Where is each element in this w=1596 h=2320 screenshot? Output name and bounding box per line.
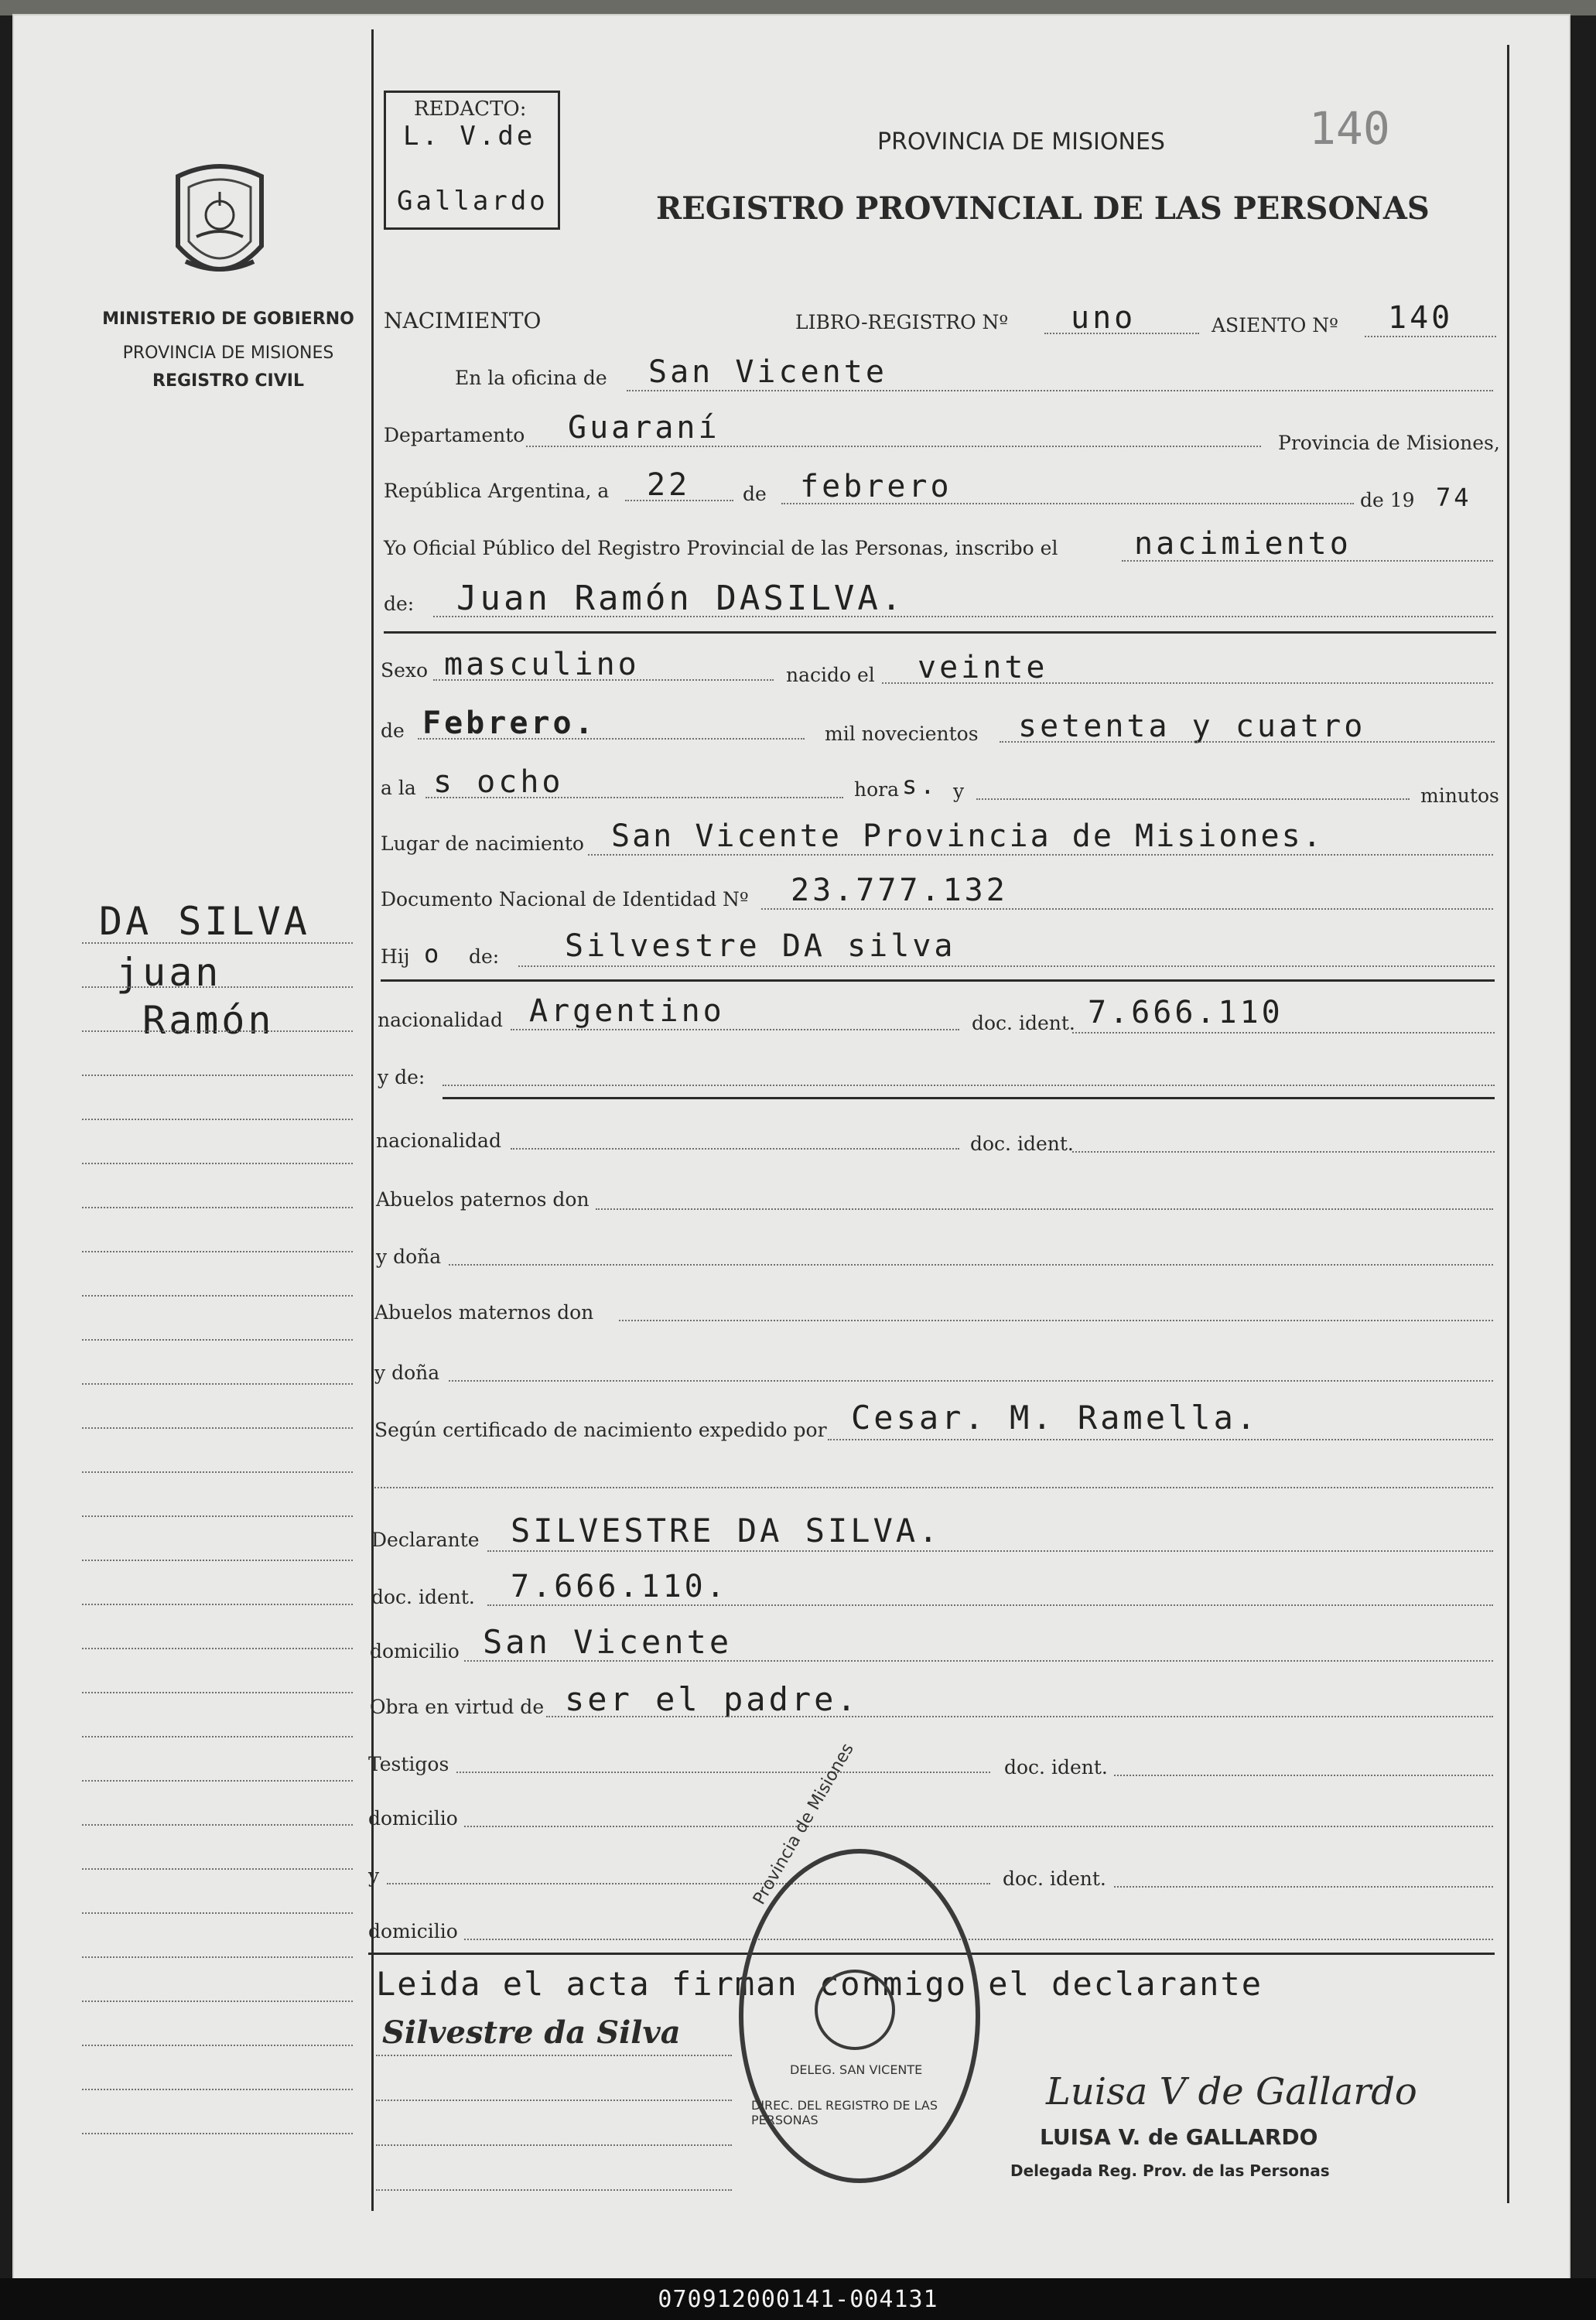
lugar-label: Lugar de nacimiento: [381, 832, 584, 855]
asiento-value: 140: [1388, 300, 1454, 336]
rule-after-padre: [381, 979, 1495, 982]
anio2-dots: [1000, 741, 1495, 743]
nacido-label: nacido el: [786, 664, 875, 686]
dni-dots: [761, 908, 1493, 910]
doc-ident-2-dots: [1072, 1151, 1495, 1153]
doc-decl-label: doc. ident.: [371, 1586, 475, 1608]
signature-rule-line: [376, 2144, 732, 2146]
nombre-dots: [433, 616, 1493, 617]
rule-after-yde: [443, 1097, 1495, 1099]
book-top-edge: [0, 0, 1596, 15]
inscribo-dots: [1122, 560, 1493, 562]
province-header: PROVINCIA DE MISIONES: [877, 128, 1165, 155]
obra-label: Obra en virtud de: [370, 1696, 545, 1718]
anio-prefix: de 19: [1360, 489, 1415, 511]
inscribo-value: nacimiento: [1134, 526, 1352, 562]
sexo-dots: [433, 679, 774, 681]
nombre-value: Juan Ramón DASILVA.: [456, 579, 905, 618]
abuelos-paternos-dots: [596, 1208, 1493, 1210]
redacto-box: [384, 91, 560, 230]
margin-rule-line: [82, 986, 353, 988]
margin-rule-line: [82, 1648, 353, 1649]
leida-text: Leida el acta firman conmigo el declarante: [376, 1965, 1263, 2003]
obra-value: ser el padre.: [565, 1680, 860, 1718]
horas-label: hora: [854, 778, 900, 801]
doc-decl-value: 7.666.110.: [511, 1569, 728, 1604]
ministry-line-2: PROVINCIA DE MISIONES: [122, 343, 334, 363]
padre-value: Silvestre DA silva: [565, 928, 956, 964]
margin-rule-line: [82, 1339, 353, 1341]
ministry-line-3: REGISTRO CIVIL: [152, 371, 304, 391]
oficina-dots: [627, 390, 1493, 391]
abuelos-maternos-dots: [619, 1320, 1493, 1321]
ala-label: a la: [381, 777, 416, 799]
y-label-1: y: [953, 780, 965, 802]
minutos-dots: [976, 798, 1410, 800]
y-de-dots: [443, 1085, 1495, 1086]
y-label-2: y: [368, 1864, 380, 1887]
margin-given-2: Ramón: [142, 998, 275, 1043]
nacido-dots: [882, 682, 1493, 684]
margin-rule-line: [82, 1736, 353, 1737]
margin-rule-line: [82, 1560, 353, 1561]
margin-rule-line: [82, 1075, 353, 1076]
asiento-dots: [1365, 336, 1496, 337]
margin-rule-line: [82, 2045, 353, 2046]
nacionalidad-1-dots: [511, 1029, 959, 1030]
margin-rule-line: [82, 1383, 353, 1385]
abuelos-paternos-label: Abuelos paternos don: [376, 1188, 590, 1211]
domicilio-3-label: domicilio: [368, 1920, 458, 1942]
padre-dots: [518, 965, 1495, 967]
margin-rule-line: [82, 1956, 353, 1958]
margin-rule-line: [82, 2001, 353, 2002]
nacido-value: veinte: [918, 650, 1048, 685]
ministry-line-1: MINISTERIO DE GOBIERNO: [102, 309, 354, 329]
nacimiento-label: NACIMIENTO: [384, 308, 542, 333]
y-de-label: y de:: [378, 1066, 425, 1088]
doc-ident-3-dots: [1114, 1775, 1493, 1776]
dni-label: Documento Nacional de Identidad Nº: [381, 888, 749, 911]
rule-after-name: [384, 631, 1496, 634]
de-label-2: de:: [384, 593, 415, 615]
testigos-dots: [456, 1772, 990, 1773]
nacionalidad-2-label: nacionalidad: [376, 1129, 501, 1152]
doc-decl-dots: [487, 1604, 1493, 1606]
segun-dots: [828, 1439, 1493, 1440]
anio-value: 74: [1436, 483, 1472, 512]
domicilio-2-label: domicilio: [368, 1807, 458, 1830]
redacto-handwriting-2: Gallardo: [397, 186, 549, 217]
margin-rule-line: [82, 1868, 353, 1870]
margin-rule-line: [82, 1515, 353, 1517]
official-title: Delegada Reg. Prov. de las Personas: [1010, 2161, 1330, 2180]
departamento-dots: [526, 446, 1261, 447]
signature-rule-line: [376, 2189, 732, 2191]
hijo-de: de:: [469, 945, 500, 968]
margin-surname: DA SILVA: [99, 899, 310, 944]
mes2-value: Febrero.: [422, 706, 596, 741]
page-number: 140: [1309, 102, 1390, 155]
doc-ident-4-label: doc. ident.: [1003, 1867, 1106, 1890]
margin-rule-line: [82, 1295, 353, 1297]
margin-rule-line: [82, 2133, 353, 2134]
domicilio-3-dots: [464, 1939, 1493, 1940]
declarante-dots: [487, 1550, 1493, 1552]
stamp-inner-text: DELEG. SAN VICENTE: [790, 2062, 923, 2077]
stamp-emblem-icon: [815, 1970, 895, 2050]
domicilio-dots: [464, 1660, 1493, 1662]
registry-title: REGISTRO PROVINCIAL DE LAS PERSONAS: [656, 190, 1430, 227]
republica-label: República Argentina, a: [384, 480, 610, 502]
nacionalidad-1-value: Argentino: [529, 993, 725, 1029]
testigos-label: Testigos: [368, 1753, 449, 1775]
hijo-o: o: [424, 939, 443, 969]
dni-value: 23.777.132: [791, 873, 1008, 908]
segun-dots-2: [374, 1487, 1493, 1488]
de-label-1: de: [743, 483, 767, 505]
de-label-3: de: [381, 719, 405, 742]
libro-value: uno: [1071, 300, 1136, 336]
margin-rule-line: [82, 1824, 353, 1826]
doc-ident-1-label: doc. ident.: [972, 1012, 1075, 1034]
libro-dots: [1044, 333, 1199, 334]
mes-value: febrero: [800, 469, 952, 504]
margin-rule-line: [82, 1207, 353, 1208]
margin-rule-line: [82, 1251, 353, 1252]
obra-dots: [546, 1716, 1493, 1717]
segun-label: Según certificado de nacimiento expedido por: [374, 1419, 827, 1441]
margin-rule-line: [82, 1604, 353, 1605]
mil-label: mil novecientos: [825, 723, 979, 745]
domicilio-label: domicilio: [370, 1640, 460, 1662]
domicilio-2-dots: [464, 1826, 1493, 1827]
y-dona-2-label: y doña: [374, 1362, 440, 1384]
y-dona-2-dots: [449, 1380, 1493, 1382]
doc-ident-4-dots: [1114, 1886, 1493, 1888]
margin-rule-line: [82, 1163, 353, 1164]
margin-rule-line: [82, 1692, 353, 1693]
asiento-label: ASIENTO Nº: [1212, 314, 1338, 337]
minutos-label: minutos: [1420, 784, 1499, 807]
anio2-value: setenta y cuatro: [1018, 709, 1366, 744]
provincia-suffix: Provincia de Misiones,: [1278, 432, 1500, 454]
registry-stamp: [739, 1740, 980, 2183]
nacionalidad-2-dots: [511, 1148, 959, 1150]
abuelos-maternos-label: Abuelos maternos don: [374, 1301, 594, 1324]
redacto-label: REDACTO:: [414, 97, 527, 121]
margin-rule-line: [82, 1427, 353, 1429]
oficina-label: En la oficina de: [455, 367, 607, 389]
margin-rule-line: [82, 1780, 353, 1782]
mes2-dots: [418, 738, 805, 740]
libro-label: LIBRO-REGISTRO Nº: [795, 311, 1009, 333]
domicilio-value: San Vicente: [483, 1623, 733, 1661]
archive-footer: 070912000141-004131: [0, 2278, 1596, 2320]
segun-value: Cesar. M. Ramella.: [851, 1399, 1259, 1437]
declarante-value: SILVESTRE DA SILVA.: [511, 1512, 942, 1550]
lugar-value: San Vicente Provincia de Misiones.: [611, 818, 1324, 854]
official-name: LUISA V. de GALLARDO: [1040, 2124, 1318, 2150]
hijo-label: Hij: [381, 945, 410, 968]
provincial-seal-icon: [162, 161, 277, 286]
yo-label: Yo Oficial Público del Registro Provincial de las Personas, inscribo el: [384, 537, 1058, 559]
stamp-bottom-text: DIREC. DEL REGISTRO DE LAS PERSONAS: [751, 2098, 938, 2127]
margin-rule-line: [82, 1912, 353, 1914]
margin-rule-line: [82, 1471, 353, 1473]
right-border: [1507, 45, 1509, 2203]
margin-rule-line: [82, 1030, 353, 1032]
nacionalidad-1-label: nacionalidad: [378, 1009, 503, 1031]
redacto-handwriting-1: L. V.de: [403, 121, 536, 152]
margin-given-1: juan: [116, 950, 222, 995]
mes-dots: [781, 503, 1354, 504]
margin-rule-line: [82, 2089, 353, 2090]
y-dona-1-label: y doña: [376, 1245, 442, 1268]
signature-rule-line: [376, 2055, 732, 2056]
horas-s: s.: [902, 770, 938, 800]
signature-rule-line: [376, 2100, 732, 2101]
oficina-value: San Vicente: [648, 354, 887, 390]
hora-value: s ocho: [433, 764, 564, 800]
sexo-value: masculino: [444, 647, 640, 682]
lugar-dots: [588, 854, 1493, 856]
declarante-label: Declarante: [371, 1529, 480, 1551]
official-signature: Luisa V de Gallardo: [1046, 2070, 1417, 2113]
declarante-signature: Silvestre da Silva: [382, 2014, 681, 2051]
margin-rule-line: [82, 1119, 353, 1120]
dia-value: 22: [647, 467, 691, 503]
doc-ident-2-label: doc. ident.: [970, 1133, 1074, 1155]
margin-rule-line: [82, 942, 353, 944]
dia-dots: [625, 500, 733, 501]
doc-ident-1-value: 7.666.110: [1088, 995, 1283, 1030]
departamento-label: Departamento: [384, 424, 525, 446]
departamento-value: Guaraní: [568, 410, 720, 446]
y-dona-1-dots: [449, 1264, 1493, 1266]
doc-ident-1-dots: [1072, 1032, 1495, 1034]
sexo-label: Sexo: [381, 659, 429, 682]
hora-dots: [425, 797, 843, 798]
stamp-top-text: Provincia de Misiones: [750, 1740, 858, 1908]
doc-ident-3-label: doc. ident.: [1004, 1756, 1108, 1778]
